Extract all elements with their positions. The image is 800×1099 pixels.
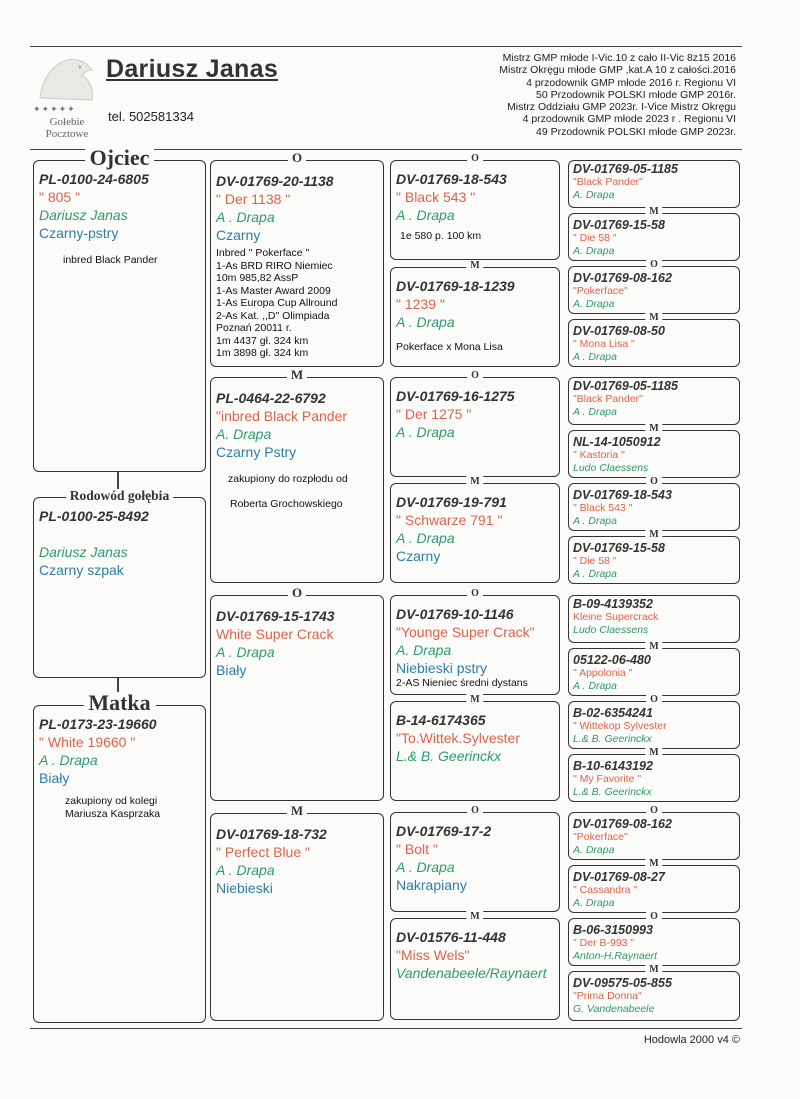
sire-dam-card	[210, 367, 384, 583]
pigeon-name: "Prima Donna"	[573, 990, 642, 1002]
achievements-list	[499, 52, 736, 138]
gen4-card	[568, 747, 740, 802]
pigeon-icon	[30, 50, 102, 105]
sex-tag-m: M	[287, 804, 307, 818]
achievement-line: 50 Przodownik POLSKI młode GMP 2016r.	[536, 88, 736, 101]
color: Czarny-pstry	[39, 225, 119, 241]
pigeon-name: White Super Crack	[216, 626, 334, 642]
breeder: A . Drapa	[39, 752, 98, 768]
sex-tag-o: O	[646, 911, 662, 922]
gen4-card	[568, 858, 740, 913]
mother-card	[33, 690, 206, 1023]
sex-tag-m: M	[645, 641, 662, 652]
pigeon-name: " Die 58 "	[573, 555, 617, 567]
ring-number: DV-01769-20-1138	[216, 173, 334, 189]
pigeon-name: " Mona Lisa "	[573, 338, 635, 350]
breeder: L.& B. Geerinckx	[573, 732, 652, 745]
pigeon-name: " White 19660 "	[39, 734, 136, 750]
pigeon-name: "Black Pander"	[573, 176, 643, 188]
breeder: A . Drapa	[396, 859, 455, 875]
pigeon-name: " Black 543 "	[396, 189, 476, 205]
gen4-card	[568, 805, 740, 860]
gen4-card	[568, 206, 740, 261]
sex-tag-o: O	[288, 586, 306, 600]
pigeon-name: " Kastoria "	[573, 449, 625, 461]
breeder: A. Drapa	[573, 896, 615, 909]
gen3-card	[390, 370, 560, 477]
note: Inbred " Pokerface "	[216, 247, 310, 259]
sex-tag-m: M	[645, 529, 662, 540]
note: inbred Black Pander	[63, 254, 158, 266]
gen4-card	[568, 595, 740, 643]
note: 2-As Kat. ,,D" Olimpiada	[216, 309, 330, 322]
pigeon-name: " Black 543 "	[573, 502, 633, 514]
pigeon-name: " Der 1138 "	[216, 191, 291, 207]
sex-tag-m: M	[645, 423, 662, 434]
breeder: Dariusz Janas	[39, 544, 128, 560]
gen3-card	[390, 260, 560, 367]
ring-number: DV-01769-15-58	[573, 541, 665, 555]
gen4-card	[568, 694, 740, 749]
sex-tag-m: M	[645, 312, 662, 323]
breeder: Vandenabeele/Raynaert	[396, 965, 547, 981]
footer-line	[30, 1028, 742, 1029]
breeder: A . Drapa	[573, 350, 617, 363]
sex-tag-m: M	[645, 964, 662, 975]
note: Mariusza Kasprzaka	[65, 807, 161, 820]
sex-tag-m: M	[645, 206, 662, 217]
breeder: A . Drapa	[396, 424, 455, 440]
note: 1-As Master Award 2009	[216, 284, 331, 297]
color: Biały	[216, 662, 247, 678]
dam-dam-card	[210, 803, 384, 1021]
sex-tag-o: O	[467, 153, 483, 164]
pigeon-name: " Die 58 "	[573, 232, 617, 244]
sex-tag-o: O	[467, 805, 483, 816]
pigeon-name: "inbred Black Pander	[216, 408, 348, 424]
sex-tag-o: O	[646, 694, 662, 705]
father-tag: Ojciec	[85, 147, 155, 169]
dam-sire-card	[210, 585, 384, 801]
footer-text: Hodowla 2000 v4 ©	[643, 1034, 740, 1046]
note: 1e 580 p. 100 km	[400, 230, 482, 242]
color: Niebieski	[216, 880, 273, 896]
breeder: A. Drapa	[573, 188, 615, 201]
breeder: Ludo Claessens	[573, 461, 649, 474]
sex-tag-o: O	[646, 805, 662, 816]
pigeon-name: Kleine Supercrack	[573, 611, 659, 623]
ring-number: DV-01769-18-543	[573, 488, 672, 502]
ring-number: PL-0100-25-8492	[39, 508, 149, 524]
breeder: G. Vandenabeele	[573, 1002, 655, 1015]
gen4-card	[568, 377, 740, 425]
color: Czarny	[216, 227, 261, 243]
ring-number: DV-01769-18-1239	[396, 278, 515, 294]
pigeon-name: " My Favorite "	[573, 773, 642, 785]
logo	[30, 50, 102, 145]
note: 1-As BRD RIRO Niemiec	[216, 259, 333, 272]
ring-number: DV-01769-05-1185	[573, 379, 678, 393]
ring-number: NL-14-1050912	[573, 435, 661, 449]
sex-tag-o: O	[646, 259, 662, 270]
ring-number: DV-01769-15-58	[573, 218, 665, 232]
achievement-line: 49 Przodownik POLSKI młode GMP 2023r.	[536, 125, 736, 138]
breeder: A. Drapa	[216, 426, 272, 442]
pigeon-name: "Black Pander"	[573, 393, 643, 405]
sex-tag-m: M	[466, 694, 483, 705]
gen4-card	[568, 476, 740, 531]
color: Niebieski pstry	[396, 660, 488, 676]
note: 1m 3898 gł. 324 km	[216, 347, 309, 359]
breeder: A. Drapa	[573, 297, 615, 310]
pigeon-name: "Pokerface"	[573, 285, 628, 297]
achievement-line: Mistrz GMP młode I-Vic.10 z cało II-Vic 8z15 2016	[502, 52, 736, 64]
breeder: A . Drapa	[216, 209, 275, 225]
ring-number: DV-01769-17-2	[396, 823, 492, 839]
gen3-card	[390, 694, 560, 801]
breeder: A . Drapa	[573, 514, 617, 527]
ring-number: DV-01769-18-732	[216, 826, 327, 842]
note: 1-As Europa Cup Allround	[216, 297, 338, 309]
breeder: A . Drapa	[573, 567, 617, 580]
pigeon-name: "Pokerface"	[573, 831, 628, 843]
ring-number: B-06-3150993	[573, 923, 653, 937]
subject-tag: Rodowód gołębia	[66, 489, 173, 503]
breeder: Dariusz Janas	[39, 207, 128, 223]
breeder: A. Drapa	[396, 642, 452, 658]
pigeon-name: "Younge Super Crack"	[396, 624, 535, 640]
gen4-card	[568, 911, 740, 966]
color: Czarny szpak	[39, 562, 124, 578]
subject-card	[33, 488, 206, 678]
sex-tag-m: M	[466, 260, 483, 271]
ring-number: DV-01769-10-1146	[396, 606, 514, 622]
breeder: A . Drapa	[216, 644, 275, 660]
ring-number: B-09-4139352	[573, 597, 653, 611]
breeder: A. Drapa	[573, 244, 615, 257]
ring-number: PL-0173-23-19660	[39, 716, 157, 732]
ring-number: PL-0464-22-6792	[216, 390, 326, 406]
gen4-card	[568, 259, 740, 314]
note: zakupiony do rozpłodu od	[228, 473, 348, 485]
breeder: A . Drapa	[573, 405, 617, 418]
ring-number: PL-0100-24-6805	[39, 171, 149, 187]
breeder: L.& B. Geerinckx	[573, 785, 652, 798]
gen4-card	[568, 160, 740, 208]
note: Pokerface x Mona Lisa	[396, 341, 503, 353]
breeder: Anton-H.Raynaert	[573, 949, 658, 962]
pigeon-name: " 805 "	[39, 189, 81, 205]
note: 2-AS Nieniec średni dystans	[396, 677, 528, 689]
achievement-line: 4 przodownik GMP młode 2023 r . Regionu VI	[522, 113, 736, 126]
pigeon-name: " Cassandra "	[573, 884, 638, 896]
note: zakupiony od kolegi	[65, 795, 158, 807]
gen3-card	[390, 153, 560, 260]
pigeon-name: " Wittekop Sylvester	[573, 720, 667, 732]
note: 10m 985,82 AssP	[216, 272, 299, 284]
note: Poznań 20011 r.	[216, 322, 292, 334]
gen3-card	[390, 588, 560, 695]
achievement-line: Mistrz Oddziału GMP 2023r. I-Vice Mistrz Okręgu	[507, 101, 736, 114]
mother-tag: Matka	[83, 692, 155, 714]
pigeon-name: " Appolonia "	[573, 667, 633, 679]
pigeon-name: " Der B-993 "	[573, 937, 635, 949]
pigeon-name: " Der 1275 "	[396, 406, 472, 422]
color: Nakrapiany	[396, 877, 467, 893]
ring-number: DV-01769-19-791	[396, 494, 507, 510]
ring-number: B-10-6143192	[573, 759, 653, 773]
ring-number: DV-01769-08-27	[573, 870, 665, 884]
breeder: A . Drapa	[396, 530, 455, 546]
breeder: A . Drapa	[216, 862, 275, 878]
ring-number: B-14-6174365	[396, 712, 486, 728]
breeder: A. Drapa	[573, 843, 615, 856]
logo-stars: ✦✦✦✦✦	[33, 104, 76, 114]
ring-number: B-02-6354241	[573, 706, 653, 720]
ring-number: DV-01769-08-162	[573, 817, 672, 831]
color: Biały	[39, 770, 70, 786]
logo-text-2: Pocztowe	[45, 128, 89, 140]
breeder: Ludo Claessens	[573, 623, 649, 636]
header-top-line	[30, 46, 742, 47]
sex-tag-o: O	[288, 151, 306, 165]
sire-sire-card	[210, 150, 384, 367]
sex-tag-m: M	[287, 368, 307, 382]
gen3-card	[390, 476, 560, 583]
ring-number: DV-01576-11-448	[396, 929, 506, 945]
achievement-line: 4 przodownik GMP młode 2016 r. Regionu VI	[526, 76, 736, 89]
breeder: L.& B. Geerinckx	[396, 748, 502, 764]
pigeon-name: " Bolt "	[396, 841, 438, 857]
pigeon-name: "To.Wittek.Sylvester	[396, 730, 520, 746]
note: 1m 4437 gł. 324 km	[216, 334, 309, 347]
gen4-card	[568, 641, 740, 696]
breeder: A . Drapa	[396, 314, 455, 330]
ring-number: DV-01769-15-1743	[216, 608, 335, 624]
sex-tag-o: O	[646, 476, 662, 487]
gen4-card	[568, 312, 740, 367]
ring-number: DV-09575-05-855	[573, 976, 672, 990]
ring-number: DV-01769-18-543	[396, 171, 507, 187]
ring-number: 05122-06-480	[573, 653, 651, 667]
owner-phone: tel. 502581334	[108, 109, 195, 124]
ring-number: DV-01769-16-1275	[396, 388, 515, 404]
sex-tag-o: O	[467, 370, 483, 381]
sex-tag-m: M	[466, 476, 483, 487]
sex-tag-m: M	[466, 911, 483, 922]
breeder: A . Drapa	[396, 207, 455, 223]
gen3-card	[390, 805, 560, 912]
note: Roberta Grochowskiego	[230, 497, 343, 510]
color: Czarny	[396, 548, 441, 564]
color: Czarny Pstry	[216, 444, 297, 460]
gen4-card	[568, 964, 740, 1021]
ring-number: DV-01769-05-1185	[573, 162, 678, 176]
sex-tag-o: O	[467, 588, 483, 599]
breeder: A . Drapa	[573, 679, 617, 692]
father-card	[33, 145, 206, 472]
gen4-card	[568, 529, 740, 584]
sex-tag-m: M	[645, 747, 662, 758]
pigeon-name: " Schwarze 791 "	[396, 512, 503, 528]
pigeon-name: " 1239 "	[396, 296, 445, 312]
ring-number: DV-01769-08-162	[573, 271, 672, 285]
gen3-card	[390, 911, 560, 1020]
ring-number: DV-01769-08-50	[573, 324, 665, 338]
pigeon-name: " Perfect Blue "	[216, 844, 310, 860]
owner-name: Dariusz Janas	[106, 55, 279, 83]
achievement-line: Mistrz Okręgu młode GMP ,kat.A 10 z całości.2016	[499, 64, 736, 77]
logo-text-1: Gołebie	[49, 116, 85, 128]
sex-tag-m: M	[645, 858, 662, 869]
pigeon-name: "Miss Wels"	[396, 947, 470, 963]
gen4-card	[568, 423, 740, 478]
